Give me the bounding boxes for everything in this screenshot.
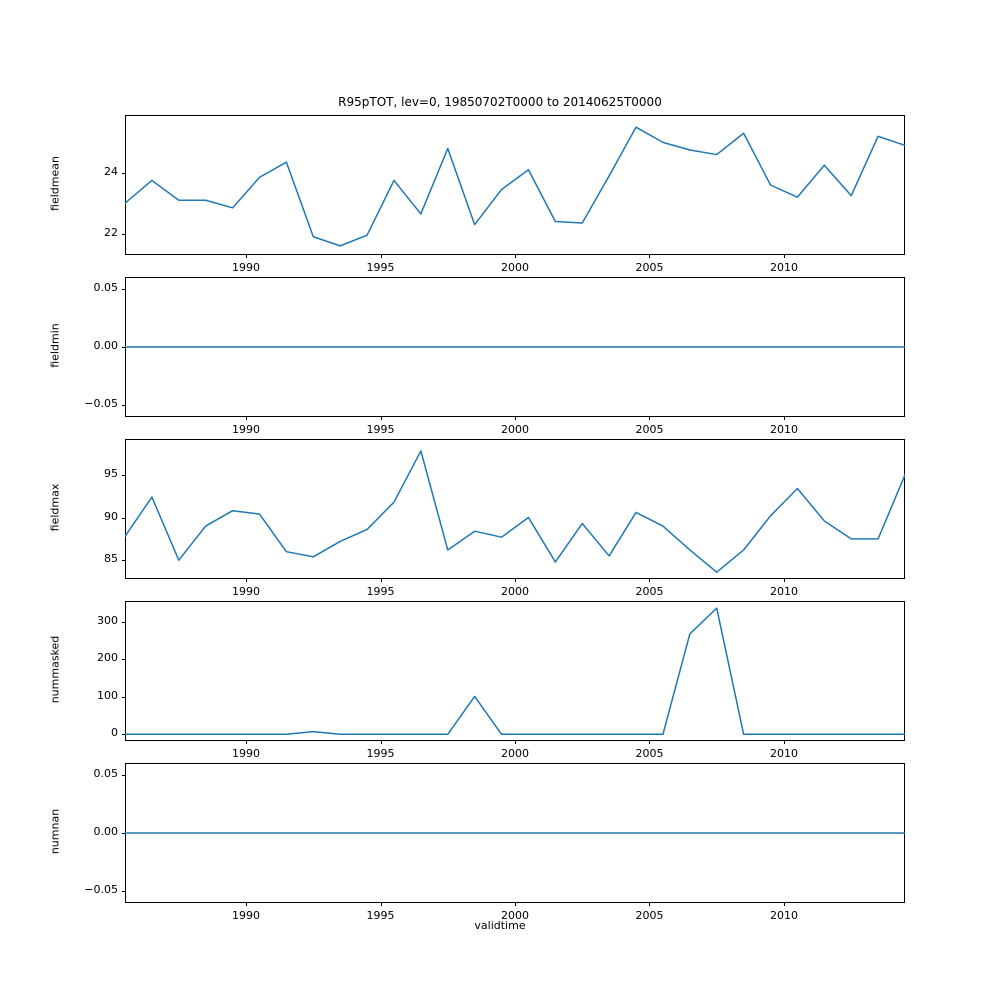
y-tickmark [122, 560, 125, 561]
x-tick-label: 2005 [635, 585, 664, 598]
x-tickmark [649, 255, 650, 258]
x-tickmark [784, 417, 785, 420]
data-line-fieldmin [125, 277, 905, 417]
x-tickmark [784, 255, 785, 258]
subplot-fieldmax [125, 439, 905, 579]
x-tick-label: 2000 [501, 747, 529, 760]
x-tickmark [246, 417, 247, 420]
y-tickmark [122, 622, 125, 623]
y-tickmark [122, 734, 125, 735]
y-axis-label-fieldmin: fieldmin [48, 323, 62, 368]
y-tick-label: 22 [104, 225, 118, 239]
x-tick-label: 2010 [769, 423, 798, 436]
y-axis-label-fieldmean: fieldmean [48, 156, 62, 211]
y-tickmark [122, 833, 125, 834]
y-tickmark [122, 234, 125, 235]
x-tickmark [381, 579, 382, 582]
y-tick-label: 0 [111, 726, 118, 740]
x-tickmark [381, 417, 382, 420]
x-tickmark [381, 255, 382, 258]
x-tickmark [515, 579, 516, 582]
x-tickmark [381, 741, 382, 744]
data-line-fieldmean [125, 115, 905, 255]
x-tickmark [381, 903, 382, 906]
x-tick-label: 1995 [366, 585, 395, 598]
y-tickmark [122, 891, 125, 892]
chart-title: R95pTOT, lev=0, 19850702T0000 to 20140625T0000 [338, 95, 662, 109]
x-tickmark [246, 741, 247, 744]
y-tickmark [122, 697, 125, 698]
x-tick-label: 2000 [501, 909, 529, 922]
y-tickmark [122, 775, 125, 776]
subplot-numnan [125, 763, 905, 903]
y-tickmark [122, 659, 125, 660]
x-tick-label: 1995 [366, 261, 395, 274]
y-tick-label: −0.05 [84, 883, 118, 897]
y-tick-label: 24 [104, 164, 118, 178]
x-axis-label: validtime [474, 919, 526, 932]
y-tick-label: 95 [104, 466, 118, 480]
x-tickmark [246, 903, 247, 906]
x-tick-label: 2005 [635, 261, 664, 274]
y-tickmark [122, 405, 125, 406]
data-line-fieldmax [125, 439, 905, 579]
y-tick-label: 0.05 [93, 280, 118, 294]
x-tickmark [784, 903, 785, 906]
y-tickmark [122, 289, 125, 290]
x-tick-label: 2005 [635, 747, 664, 760]
y-axis-label-fieldmax: fieldmax [48, 483, 62, 532]
x-tickmark [246, 255, 247, 258]
y-tick-label: 90 [104, 509, 118, 523]
x-tick-label: 2000 [501, 261, 529, 274]
x-tick-label: 1990 [232, 909, 261, 922]
y-axis-label-numnan: numnan [48, 808, 62, 855]
x-tickmark [515, 741, 516, 744]
x-tick-label: 2000 [501, 585, 529, 598]
y-axis-label-nummasked: nummasked [48, 635, 62, 704]
x-tick-label: 2010 [769, 747, 798, 760]
y-tickmark [122, 475, 125, 476]
x-tick-label: 2010 [769, 585, 798, 598]
x-tick-label: 1995 [366, 423, 395, 436]
y-tick-label: 200 [97, 651, 118, 665]
x-tick-label: 1995 [366, 909, 395, 922]
subplot-fieldmean [125, 115, 905, 255]
x-tick-label: 2005 [635, 909, 664, 922]
x-tickmark [649, 741, 650, 744]
x-tickmark [515, 903, 516, 906]
y-tickmark [122, 518, 125, 519]
y-tick-label: 100 [97, 688, 118, 702]
x-tick-label: 2010 [769, 261, 798, 274]
data-line-nummasked [125, 601, 905, 741]
y-tick-label: −0.05 [84, 397, 118, 411]
y-tickmark [122, 347, 125, 348]
x-tick-label: 1990 [232, 423, 261, 436]
y-tick-label: 85 [104, 552, 118, 566]
x-tick-label: 1990 [232, 747, 261, 760]
x-tick-label: 2000 [501, 423, 529, 436]
x-tick-label: 1990 [232, 585, 261, 598]
x-tick-label: 2010 [769, 909, 798, 922]
data-line-numnan [125, 763, 905, 903]
y-tick-label: 0.00 [93, 339, 118, 352]
y-tick-label: 300 [97, 613, 118, 627]
x-tickmark [649, 579, 650, 582]
x-tickmark [515, 255, 516, 258]
x-tickmark [784, 579, 785, 582]
x-tick-label: 1990 [232, 261, 261, 274]
subplot-fieldmin [125, 277, 905, 417]
x-tick-label: 2005 [635, 423, 664, 436]
y-tickmark [122, 173, 125, 174]
subplot-nummasked [125, 601, 905, 741]
x-tickmark [246, 579, 247, 582]
x-tickmark [649, 903, 650, 906]
y-tick-label: 0.05 [93, 766, 118, 780]
x-tickmark [515, 417, 516, 420]
x-tickmark [649, 417, 650, 420]
x-tick-label: 1995 [366, 747, 395, 760]
y-tick-label: 0.00 [93, 825, 118, 838]
x-tickmark [784, 741, 785, 744]
